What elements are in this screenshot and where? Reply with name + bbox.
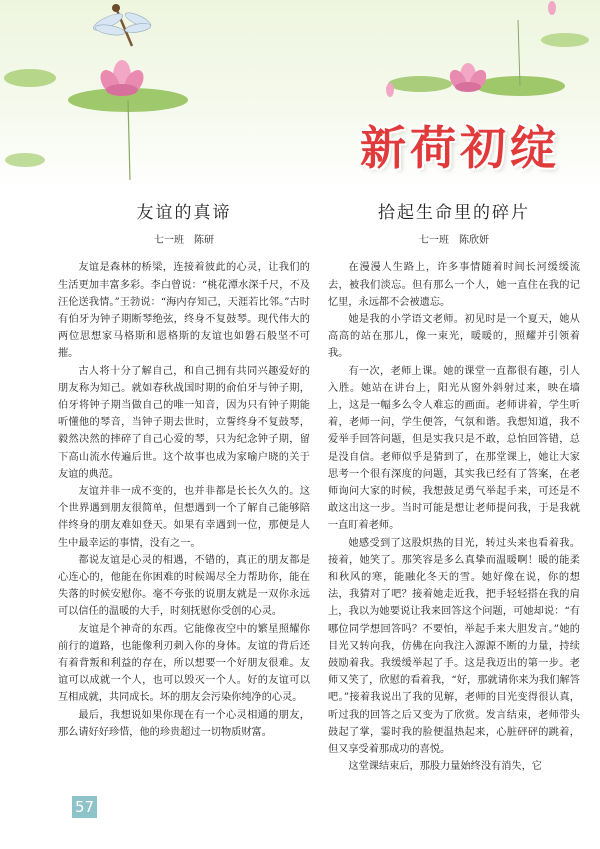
paragraph: 都说友谊是心灵的相遇，不错的，真正的朋友都是心连心的，他能在你困难的时候竭尽全力帮助你，能在失落的时候安慰你。毫不夸张的说朋友就是一双你永远可以信任的温暖的大手，时刻抚慰你受创的心灵。 — [58, 554, 310, 618]
article-author: 七一班 陈欣妍 — [419, 235, 489, 247]
article-title: 友谊的真谛 — [136, 203, 232, 223]
paragraph: 她是我的小学语文老师。初见时是一个夏天，她从高高的站在那儿，像一束光，暖暖的，照耀并引领着我。 — [328, 314, 580, 360]
paragraph: 有一次，老师上课。她的课堂一直都很有趣，引人入胜。她站在讲台上，阳光从窗外斜射过来，映在墙上，这是一幅多么令人难忘的画面。老师讲着，学生听着，老师一问，学生便答，气氛和谐。我想知道，我不爱举手回答问题，但是实我只是不敢，总怕回答错，总是没自信。老师似乎是猜到了，在那堂课上，她让大家思考一个很有深度的问题，其实我已经有了答案，在老师询问大家的时候，我想鼓足勇气举起手来，可还是不敢这出这一步。当时可能是想让老师提问我，于是我就一直盯着老师。 — [328, 365, 580, 532]
page-number: 57 — [72, 796, 97, 818]
lotus-leaf-icon — [388, 20, 589, 96]
article-title: 拾起生命里的碎片 — [378, 203, 530, 223]
paragraph: 最后，我想说如果你现在有一个心灵相通的朋友，那么请好好珍惜，他的珍贵超过一切物质财富。 — [58, 709, 310, 738]
section-title: 新荷初绽 — [360, 121, 560, 175]
left-article — [58, 205, 310, 741]
paragraph: 她感受到了这股炽热的目光，转过头来也看着我。接着，她笑了。那笑容是多么真挚而温暖啊！暖的能柔和秋风的寒，能融化冬天的雪。她好像在说，你的想法，我猜对了吧？接着她走近我，把手轻轻搭在我的肩上，我以为她要说让我来回答这个问题，可她却说：“有哪位同学想回答吗？不要怕，举起手来大胆发言。”她的目光又转向我，仿佛在向我注入源源不断的力量，持续鼓励着我。我缓缓举起了手。这是我迈出的第一步。老师又笑了，欣慰的看着我，“好，那就请你来为我们解答吧。”接着我说出了我的见解，老师的目光变得很认真，听过我的回答之后又变为了欣赏。发言结束，老师带头鼓起了掌，霎时我的脸便温热起来，心脏砰砰的跳着，但又享受着那成功的喜悦。 — [328, 537, 580, 756]
paragraph: 在漫漫人生路上，许多事情随着时间长河缓缓流去，被我们淡忘。但有那么一个人，她一直住在我的记忆里，永远都不会被遗忘。 — [328, 262, 580, 308]
dragonfly-icon — [91, 4, 152, 46]
article-author: 七一班 陈研 — [154, 235, 214, 247]
paragraph: 友谊是个神奇的东西。它能像夜空中的繁星照耀你前行的道路，也能像利刃刺入你的身体。友谊的背后还有着背叛和利益的存在，所以想要一个好朋友很难。友谊可以成就一个人，也可以毁灭一个人。好的友谊可以互相成就，共同成长。坏的朋友会污染你纯净的心灵。 — [58, 623, 310, 704]
lotus-leaf-icon — [4, 69, 188, 180]
paragraph: 古人将十分了解自己，和自己拥有共同兴趣爱好的朋友称为知己。就如春秋战国时期的俞伯牙与钟子期，伯牙将钟子期当做自己的唯一知音，因为只有钟子期能听懂他的琴音，当钟子期去世时，立誓终身不复鼓琴，毅然决然的摔碎了自己心爱的琴，只为纪念钟子期，留下高山流水传遍后世。这个故事也成为家喻户晓的关于友谊的典范。 — [58, 365, 310, 480]
paragraph: 友谊并非一成不变的，也并非都是长长久久的。这个世界遇到朋友很简单，但想遇到一个了解自己能够陪伴终身的朋友难如登天。如果有幸遇到一位，那便是人生中最幸运的事情，没有之一。 — [58, 486, 310, 549]
paragraph: 友谊是森林的桥梁，连接着彼此的心灵，让我们的生活更加丰富多彩。李白曾说：“桃花潭水深千尺，不及汪伦送我情。”王勃说：“海内存知己，天涯若比邻。”古时有伯牙为钟子期断琴绝弦，终身不复鼓琴。现代伟大的两位思想家马格斯和恩格斯的友谊也如磐石般坚不可摧。 — [58, 262, 310, 360]
paragraph: 这堂课结束后，那股力量始终没有消失，它 — [348, 761, 542, 773]
right-article — [328, 205, 580, 776]
